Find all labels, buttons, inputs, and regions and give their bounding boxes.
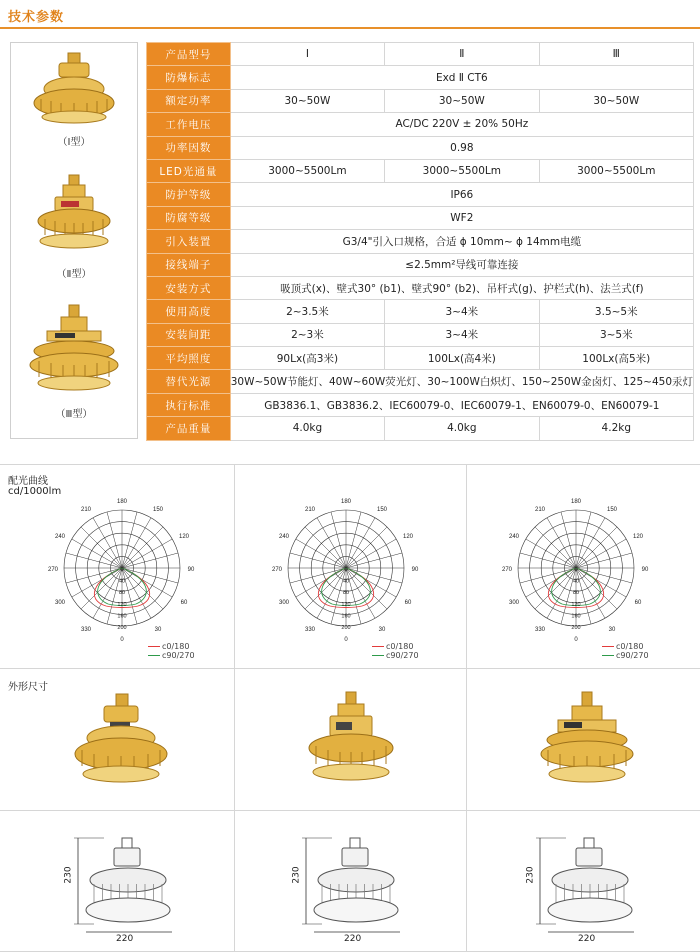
spec-value: 3.5~5米: [539, 300, 693, 323]
spec-value: IP66: [230, 183, 693, 206]
angle-label: 0: [120, 637, 124, 643]
grid-divider: [0, 810, 700, 811]
polar-legend: [602, 642, 649, 660]
photometric-title: 配光曲线: [8, 476, 48, 487]
spec-row: [147, 370, 694, 393]
angle-label: 270: [271, 567, 283, 573]
radial-label: 120: [341, 601, 351, 608]
dimensions-title: 外形尺寸: [8, 682, 48, 693]
legend-swatch: [148, 646, 160, 647]
spec-label: 额定功率: [147, 89, 231, 112]
spec-label: 平均照度: [147, 347, 231, 370]
radial-label: 80: [118, 590, 126, 597]
radial-label: 200: [571, 625, 581, 631]
angle-label: 30: [154, 627, 162, 633]
angle-label: 0: [574, 637, 578, 643]
angle-label: 180: [570, 499, 582, 505]
angle-label: 240: [508, 534, 520, 540]
radial-label: 40: [572, 578, 580, 585]
angle-label: 180: [116, 499, 128, 505]
product-images-panel: [10, 42, 138, 439]
spec-value: 2~3米: [230, 323, 384, 346]
dimension-drawing: [64, 820, 184, 952]
spec-row: [147, 230, 694, 253]
spec-row: [147, 323, 694, 346]
angle-label: 180: [340, 499, 352, 505]
legend-swatch: [148, 655, 160, 656]
angle-label: 60: [634, 600, 642, 606]
spec-value: 3~5米: [539, 323, 693, 346]
spec-value: 3000~5500Lm: [385, 159, 539, 182]
spec-value: Exd Ⅱ CT6: [230, 66, 693, 89]
radial-label: 200: [341, 625, 351, 631]
spec-table: [146, 42, 694, 441]
spec-value: AC/DC 220V ± 20% 50Hz: [230, 113, 693, 136]
spec-row: [147, 136, 694, 159]
spec-value: WF2: [230, 206, 693, 229]
lamp-type-3-image: [11, 301, 137, 405]
lamp-type-1-photo: [66, 688, 176, 802]
spec-value: G3/4"引入口规格，合适 ϕ 10mm~ ϕ 14mm电缆: [230, 230, 693, 253]
legend-label: c90/270: [386, 651, 419, 660]
angle-label: 30: [378, 627, 386, 633]
angle-label: 210: [80, 507, 92, 513]
legend-swatch: [602, 655, 614, 656]
spec-label: 替代光源: [147, 370, 231, 393]
grid-divider: [234, 464, 235, 952]
angle-label: 330: [534, 627, 546, 633]
polar-legend: [148, 642, 195, 660]
radial-label: 160: [571, 613, 581, 620]
angle-label: 90: [411, 567, 419, 573]
radial-label: 80: [342, 590, 350, 597]
radial-label: 0: [120, 567, 124, 573]
spec-value: 2~3.5米: [230, 300, 384, 323]
lamp-type-2-caption: （Ⅱ型）: [56, 269, 92, 280]
radial-label: 0: [344, 567, 348, 573]
legend-item: [602, 642, 649, 651]
spec-label: 引入装置: [147, 230, 231, 253]
spec-value: 3~4米: [385, 300, 539, 323]
width-label: 220: [344, 934, 362, 944]
spec-label: 功率因数: [147, 136, 231, 159]
spec-value: 30W~50W节能灯、40W~60W荧光灯、30~100W白炽灯、150~250W金卤灯、125~450汞灯: [230, 370, 693, 393]
angle-label: 120: [632, 534, 644, 540]
angle-label: 330: [304, 627, 316, 633]
spec-value: Ⅱ: [385, 43, 539, 66]
radial-label: 80: [572, 590, 580, 597]
angle-label: 300: [54, 600, 66, 606]
legend-label: c90/270: [616, 651, 649, 660]
spec-value: Ⅲ: [539, 43, 693, 66]
angle-label: 240: [278, 534, 290, 540]
height-label: 230: [525, 866, 536, 884]
spec-label: 产品重量: [147, 417, 231, 440]
radial-label: 160: [341, 613, 351, 620]
spec-value: 4.0kg: [230, 417, 384, 440]
lamp-type-1-image: [11, 49, 137, 141]
angle-label: 60: [180, 600, 188, 606]
spec-row: [147, 393, 694, 416]
dimension-drawing: [526, 820, 646, 952]
spec-value: 100Lx(高5米): [539, 347, 693, 370]
legend-item: [148, 651, 195, 660]
legend-swatch: [602, 646, 614, 647]
spec-row: [147, 300, 694, 323]
photometric-unit: cd/1000lm: [8, 486, 62, 497]
spec-value: 3~4米: [385, 323, 539, 346]
height-label: 230: [63, 866, 74, 884]
spec-row: [147, 66, 694, 89]
spec-value: GB3836.1、GB3836.2、IEC60079-0、IEC60079-1、EN60079-0、EN60079-1: [230, 393, 693, 416]
spec-value: Ⅰ: [230, 43, 384, 66]
radial-label: 200: [117, 625, 127, 631]
spec-label: 产品型号: [147, 43, 231, 66]
lamp-type-2-image: [11, 171, 137, 267]
angle-label: 210: [534, 507, 546, 513]
angle-label: 150: [376, 507, 388, 513]
spec-value: 30~50W: [385, 89, 539, 112]
spec-value: 100Lx(高4米): [385, 347, 539, 370]
legend-label: c0/180: [616, 642, 644, 651]
spec-label: 执行标准: [147, 393, 231, 416]
spec-label: 防腐等级: [147, 206, 231, 229]
spec-row: [147, 253, 694, 276]
angle-label: 90: [641, 567, 649, 573]
angle-label: 30: [608, 627, 616, 633]
radial-label: 160: [117, 613, 127, 620]
angle-label: 240: [54, 534, 66, 540]
spec-row: [147, 159, 694, 182]
grid-divider: [0, 464, 700, 465]
lamp-type-3-photo: [532, 688, 642, 802]
angle-label: 300: [278, 600, 290, 606]
spec-row: [147, 183, 694, 206]
angle-label: 60: [404, 600, 412, 606]
lamp-type-3-caption: （Ⅲ型）: [55, 409, 93, 420]
spec-row: [147, 276, 694, 299]
spec-row: [147, 347, 694, 370]
width-label: 220: [116, 934, 134, 944]
height-label: 230: [291, 866, 302, 884]
legend-item: [372, 651, 419, 660]
angle-label: 330: [80, 627, 92, 633]
angle-label: 210: [304, 507, 316, 513]
angle-label: 300: [508, 600, 520, 606]
spec-label: 防护等级: [147, 183, 231, 206]
lamp-type-1-caption: （Ⅰ型）: [57, 137, 91, 148]
spec-label: 接线端子: [147, 253, 231, 276]
spec-label: 安装方式: [147, 276, 231, 299]
radial-label: 120: [571, 601, 581, 608]
legend-item: [372, 642, 419, 651]
legend-label: c0/180: [162, 642, 190, 651]
angle-label: 0: [344, 637, 348, 643]
spec-value: 4.2kg: [539, 417, 693, 440]
angle-label: 120: [178, 534, 190, 540]
spec-value: 4.0kg: [385, 417, 539, 440]
angle-label: 120: [402, 534, 414, 540]
radial-label: 40: [118, 578, 126, 585]
polar-diagram: [47, 496, 195, 646]
legend-item: [602, 651, 649, 660]
angle-label: 270: [47, 567, 59, 573]
spec-label: 防爆标志: [147, 66, 231, 89]
angle-label: 150: [152, 507, 164, 513]
width-label: 220: [578, 934, 596, 944]
section-title: 技术参数: [8, 10, 65, 25]
spec-value: 3000~5500Lm: [539, 159, 693, 182]
polar-diagram: [501, 496, 649, 646]
spec-row: [147, 89, 694, 112]
radial-label: 40: [342, 578, 350, 585]
grid-divider: [0, 668, 700, 669]
legend-label: c90/270: [162, 651, 195, 660]
legend-label: c0/180: [386, 642, 414, 651]
spec-value: 30~50W: [539, 89, 693, 112]
spec-value: 30~50W: [230, 89, 384, 112]
spec-value: 3000~5500Lm: [230, 159, 384, 182]
spec-label: 工作电压: [147, 113, 231, 136]
radial-label: 120: [117, 601, 127, 608]
angle-label: 90: [187, 567, 195, 573]
spec-row: [147, 206, 694, 229]
polar-diagram: [271, 496, 419, 646]
legend-swatch: [372, 655, 384, 656]
angle-label: 150: [606, 507, 618, 513]
spec-value: 90Lx(高3米): [230, 347, 384, 370]
spec-value: ≤2.5mm²导线可靠连接: [230, 253, 693, 276]
polar-legend: [372, 642, 419, 660]
spec-value: 0.98: [230, 136, 693, 159]
lamp-type-2-photo: [296, 688, 406, 802]
spec-value: 吸顶式(x)、壁式30° (b1)、壁式90° (b2)、吊杆式(g)、护栏式(h)、法兰式(f): [230, 276, 693, 299]
grid-divider: [466, 464, 467, 952]
dimension-drawing: [292, 820, 412, 952]
spec-row: [147, 113, 694, 136]
spec-row: [147, 417, 694, 440]
spec-label: 使用高度: [147, 300, 231, 323]
spec-label: 安装间距: [147, 323, 231, 346]
spec-label: LED光通量: [147, 159, 231, 182]
legend-item: [148, 642, 195, 651]
radial-label: 0: [574, 567, 578, 573]
spec-row: [147, 43, 694, 66]
legend-swatch: [372, 646, 384, 647]
angle-label: 270: [501, 567, 513, 573]
title-divider: [0, 27, 700, 29]
